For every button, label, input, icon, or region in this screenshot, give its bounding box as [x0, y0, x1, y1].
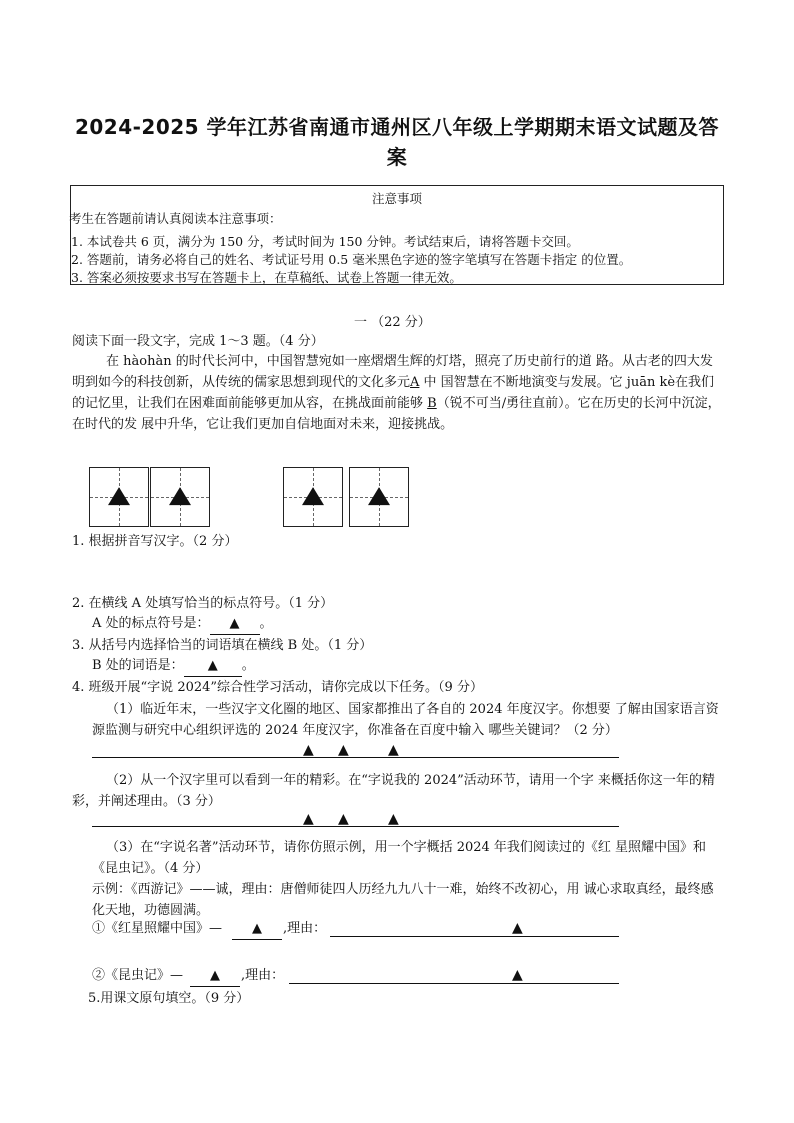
item-2-prefix: ②《昆虫记》—: [92, 968, 184, 983]
q4-2-triangle-2: ▲: [338, 811, 349, 827]
q4-2-triangle-3: ▲: [388, 811, 399, 827]
item-1-triangle: ▲: [512, 920, 523, 936]
question-4-3: （3）在“字说名著”活动环节，请你仿照示例，用一个字概括 2024 年我们阅读过的《红 星照耀中国》和《昆虫记》。（4 分）: [92, 840, 707, 876]
q2-period: 。: [259, 616, 273, 631]
q2-answer-blank[interactable]: ▲: [210, 614, 260, 635]
passage-part-3: （锐不可当/勇往直前）。它在历史的长河中沉淀，在时代的发 展中升华，它让我们更加自信地面对未来，迎接挑战。: [72, 396, 721, 432]
q4-2-triangle-1: ▲: [303, 811, 314, 827]
q2-answer-label: A 处的标点符号是：: [92, 616, 210, 631]
question-2: 2. 在横线 A 处填写恰当的标点符号。（1 分）: [72, 596, 334, 611]
item-1-char-blank[interactable]: ▲: [232, 919, 282, 940]
triangle-icon: [368, 487, 390, 505]
notice-box: [70, 185, 724, 285]
pinyin-box-3[interactable]: [283, 467, 343, 527]
passage-part-2: 中 国智慧在不断地演变与发展。它 juān kè在我们的记忆里，让我们在困难面前能够更加从容，在挑战面前能够: [72, 375, 715, 411]
q4-2-answer-line[interactable]: [92, 826, 619, 827]
question-4-2: （2）从一个汉字里可以看到一年的精彩。在“字说我的 2024”活动环节，请用一个字 来概括你这一年的精彩，并阐述理由。（3 分）: [72, 773, 715, 809]
reading-instruction: 阅读下面一段文字，完成 1～3 题。（4 分）: [72, 334, 324, 349]
question-3-answer: [92, 656, 255, 677]
pinyin-box-2[interactable]: [150, 467, 210, 527]
q3-answer-label: B 处的词语是：: [92, 658, 184, 673]
item-1-reason-line[interactable]: [330, 936, 619, 937]
item-1-prefix: ①《红星照耀中国》—: [92, 921, 223, 936]
notice-intro: 考生在答题前请认真阅读本注意事项：: [69, 211, 282, 226]
blank-b-mark: B: [427, 396, 437, 411]
triangle-icon: [302, 487, 324, 505]
triangle-icon: [108, 487, 130, 505]
section-header: 一 （22 分）: [354, 315, 431, 330]
q4-1-triangle-1: ▲: [303, 742, 314, 758]
question-1: 1. 根据拼音写汉字。（2 分）: [72, 534, 238, 549]
question-4-1: （1）临近年末，一些汉字文化圈的地区、国家都推出了各自的 2024 年度汉字。你想要 了解由国家语言资源监测与研究中心组织评选的 2024 年度汉字，你准备在百度中输入 哪些关键词？（2 分）: [92, 702, 719, 738]
notice-item-1: 1. 本试卷共 6 页，满分为 150 分，考试时间为 150 分钟。考试结束后，请将答题卡交回。: [71, 234, 579, 249]
notice-item-3: 3. 答案必须按要求书写在答题卡上，在草稿纸、试卷上答题一律无效。: [71, 270, 462, 285]
question-4: 4. 班级开展“字说 2024”综合性学习活动，请你完成以下任务。（9 分）: [72, 680, 483, 695]
title-line-2: 案: [386, 145, 408, 169]
question-2-answer: [92, 614, 273, 635]
item-1-reason-label: ,理由：: [283, 921, 327, 936]
page-title: [60, 112, 734, 172]
item-2-reason-label: ,理由：: [241, 968, 285, 983]
notice-heading: 注意事项: [371, 191, 422, 206]
reading-passage: [72, 351, 724, 435]
title-line-1: 2024-2025 学年江苏省南通市通州区八年级上学期期末语文试题及答: [74, 115, 720, 139]
example-text: 示例：《西游记》——诚，理由：唐僧师徒四人历经九九八十一难，始终不改初心，用 诚心求取真经，最终感化天地，功德圆满。: [92, 882, 714, 918]
q4-1-triangle-2: ▲: [338, 742, 349, 758]
question-5: 5.用课文原句填空。（9 分）: [88, 991, 250, 1006]
q3-answer-blank[interactable]: ▲: [184, 656, 242, 677]
q3-period: 。: [241, 658, 255, 673]
question-3: 3. 从括号内选择恰当的词语填在横线 B 处。（1 分）: [72, 638, 373, 653]
pinyin-box-1[interactable]: [89, 467, 149, 527]
passage-part-1: 在 hàohàn 的时代长河中，中国智慧宛如一座熠熠生辉的灯塔，照亮了历史前行的道 路。从古老的四大发明到如今的科技创新，从传统的儒家思想到现代的文化多元: [72, 354, 713, 390]
triangle-icon: [169, 487, 191, 505]
q4-1-answer-line[interactable]: [92, 757, 619, 758]
item-2-reason-line[interactable]: [289, 983, 619, 984]
blank-a-mark: A: [410, 375, 420, 390]
item-2-char-blank[interactable]: ▲: [190, 966, 240, 987]
q4-1-triangle-3: ▲: [388, 742, 399, 758]
item-2-triangle: ▲: [512, 967, 523, 983]
notice-item-2: 2. 答题前，请务必将自己的姓名、考试证号用 0.5 毫米黑色字迹的签字笔填写在答题卡指定 的位置。: [71, 252, 632, 267]
pinyin-box-4[interactable]: [349, 467, 409, 527]
